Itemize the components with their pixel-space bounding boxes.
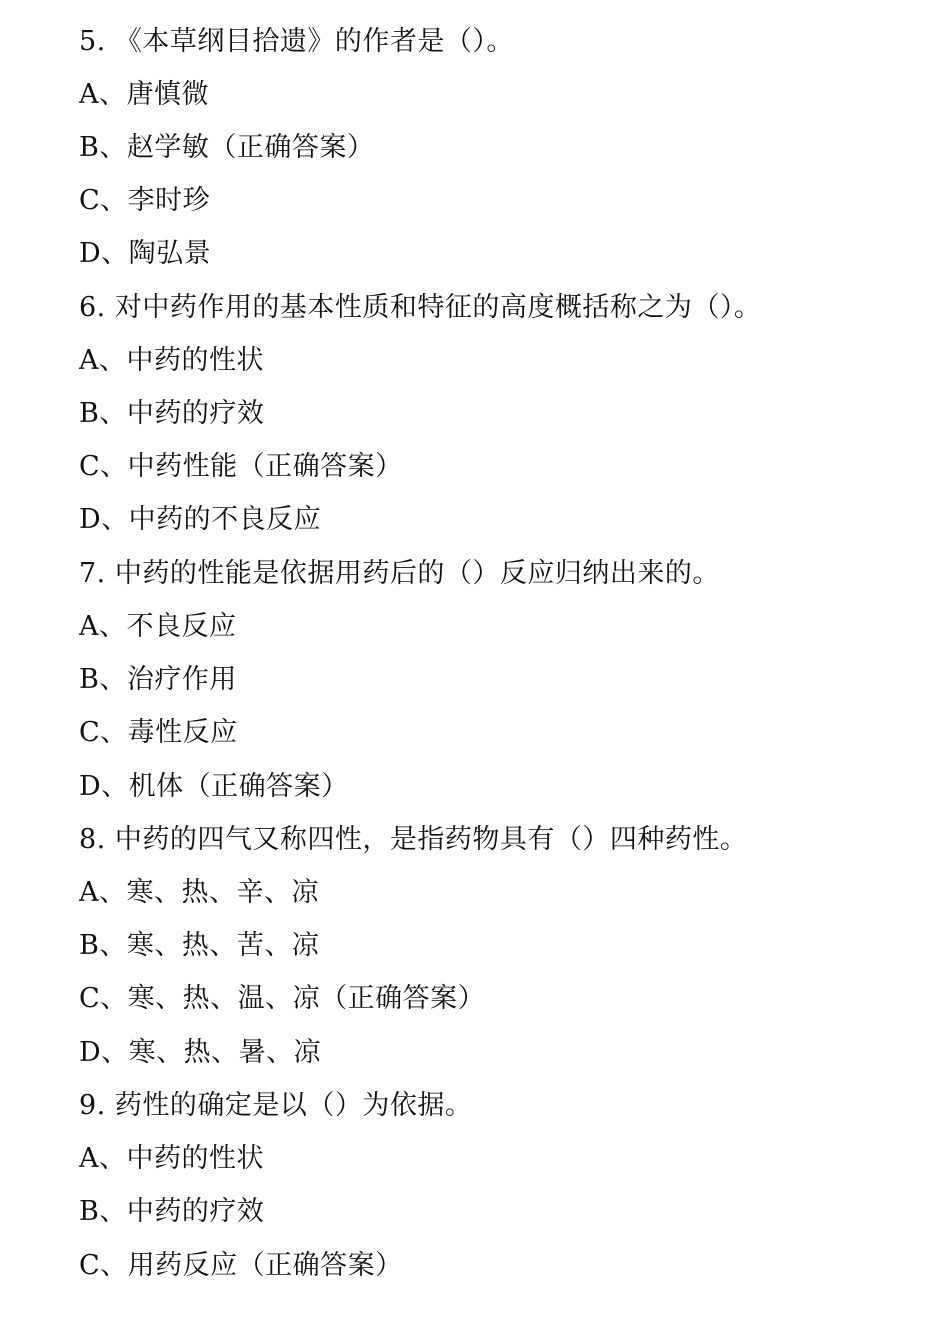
question-9-option-a: A、中药的性状 — [79, 1143, 264, 1174]
question-7-stem: 7. 中药的性能是依据用药后的（）反应归纳出来的。 — [79, 558, 720, 589]
question-5-option-b: B、赵学敏（正确答案） — [79, 132, 375, 163]
question-6-option-d: D、中药的不良反应 — [79, 504, 322, 535]
question-8-option-a: A、寒、热、辛、凉 — [79, 877, 319, 908]
question-9-stem: 9. 药性的确定是以（）为依据。 — [79, 1090, 473, 1121]
question-7-option-c: C、毒性反应 — [79, 717, 238, 748]
question-7-option-d: D、机体（正确答案） — [79, 771, 349, 802]
question-5-option-d: D、陶弘景 — [79, 238, 212, 269]
question-6-option-b: B、中药的疗效 — [79, 398, 265, 429]
question-8-option-c: C、寒、热、温、凉（正确答案） — [79, 983, 486, 1014]
question-8-option-b: B、寒、热、苦、凉 — [79, 930, 320, 961]
question-6-stem: 6. 对中药作用的基本性质和特征的高度概括称之为（）。 — [79, 292, 762, 323]
question-6-option-a: A、中药的性状 — [79, 345, 264, 376]
question-5-option-a: A、唐慎微 — [79, 79, 209, 110]
question-7-option-a: A、不良反应 — [79, 611, 237, 642]
question-8-option-d: D、寒、热、暑、凉 — [79, 1037, 322, 1068]
question-5-option-c: C、李时珍 — [79, 185, 211, 216]
question-6-option-c: C、中药性能（正确答案） — [79, 451, 403, 482]
question-5-stem: 5. 《本草纲目拾遗》的作者是（）。 — [79, 26, 514, 57]
question-8-stem: 8. 中药的四气又称四性，是指药物具有（）四种药性。 — [79, 824, 748, 855]
question-7-option-b: B、治疗作用 — [79, 664, 237, 695]
question-9-option-b: B、中药的疗效 — [79, 1196, 265, 1227]
question-9-option-c: C、用药反应（正确答案） — [79, 1250, 403, 1281]
